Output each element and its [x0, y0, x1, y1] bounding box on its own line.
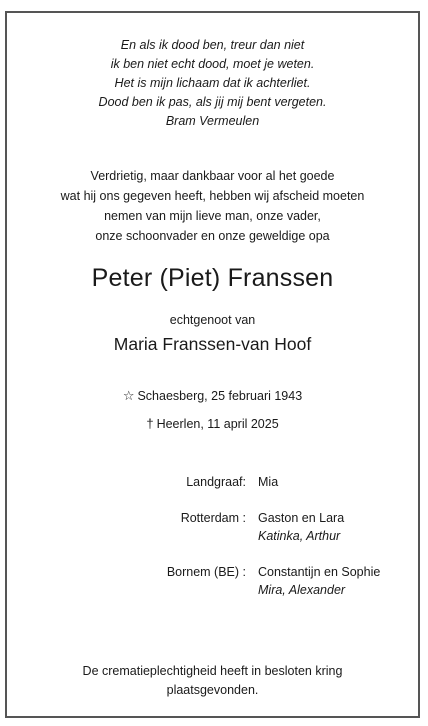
family-location: Bornem (BE) : — [166, 565, 246, 579]
closing-line: plaatsgevonden. — [166, 683, 259, 697]
family-names — [258, 563, 380, 599]
family-members: Mia — [258, 475, 279, 489]
poem-line: ik ben niet echt dood, moet je weten. — [110, 57, 315, 71]
announcement-line: nemen van mijn lieve man, onze vader, — [104, 209, 321, 223]
family-names — [258, 509, 344, 545]
announcement-line: onze schoonvader en onze geweldige opa — [95, 229, 330, 243]
family-location: Landgraaf: — [186, 475, 246, 489]
family-grandchildren: Mira, Alexander — [258, 583, 346, 597]
spouse-name: Maria Franssen-van Hoof — [113, 334, 312, 354]
announcement-line: Verdrietig, maar dankbaar voor al het goede — [90, 169, 335, 183]
family-names — [258, 473, 278, 491]
poem-author: Bram Vermeulen — [165, 114, 260, 128]
family-location: Rotterdam : — [180, 511, 246, 525]
family-members: Constantijn en Sophie — [258, 565, 381, 579]
deceased-name: Peter (Piet) Franssen — [91, 264, 334, 292]
family-grandchildren: Katinka, Arthur — [258, 529, 341, 543]
poem — [7, 36, 418, 131]
star-icon: ☆ — [122, 388, 135, 403]
spouse-label: echtgenoot van — [169, 313, 256, 327]
announcement-line: wat hij ons gegeven heeft, hebben wij afscheid moeten — [60, 189, 365, 203]
birth-text: Schaesberg, 25 februari 1943 — [137, 389, 303, 403]
poem-line: Het is mijn lichaam dat ik achterliet. — [114, 76, 311, 90]
birth-info — [7, 388, 418, 404]
announcement — [7, 166, 418, 246]
closing-line: De crematieplechtigheid heeft in besloten kring — [82, 664, 343, 678]
family-members: Gaston en Lara — [258, 511, 345, 525]
obituary-card — [5, 11, 420, 718]
closing-note — [7, 662, 418, 700]
death-text: Heerlen, 11 april 2025 — [156, 417, 279, 431]
death-info — [7, 416, 418, 431]
poem-line: En als ik dood ben, treur dan niet — [120, 38, 305, 52]
cross-icon: † — [146, 416, 154, 431]
poem-line: Dood ben ik pas, als jij mij bent vergeten. — [98, 95, 327, 109]
